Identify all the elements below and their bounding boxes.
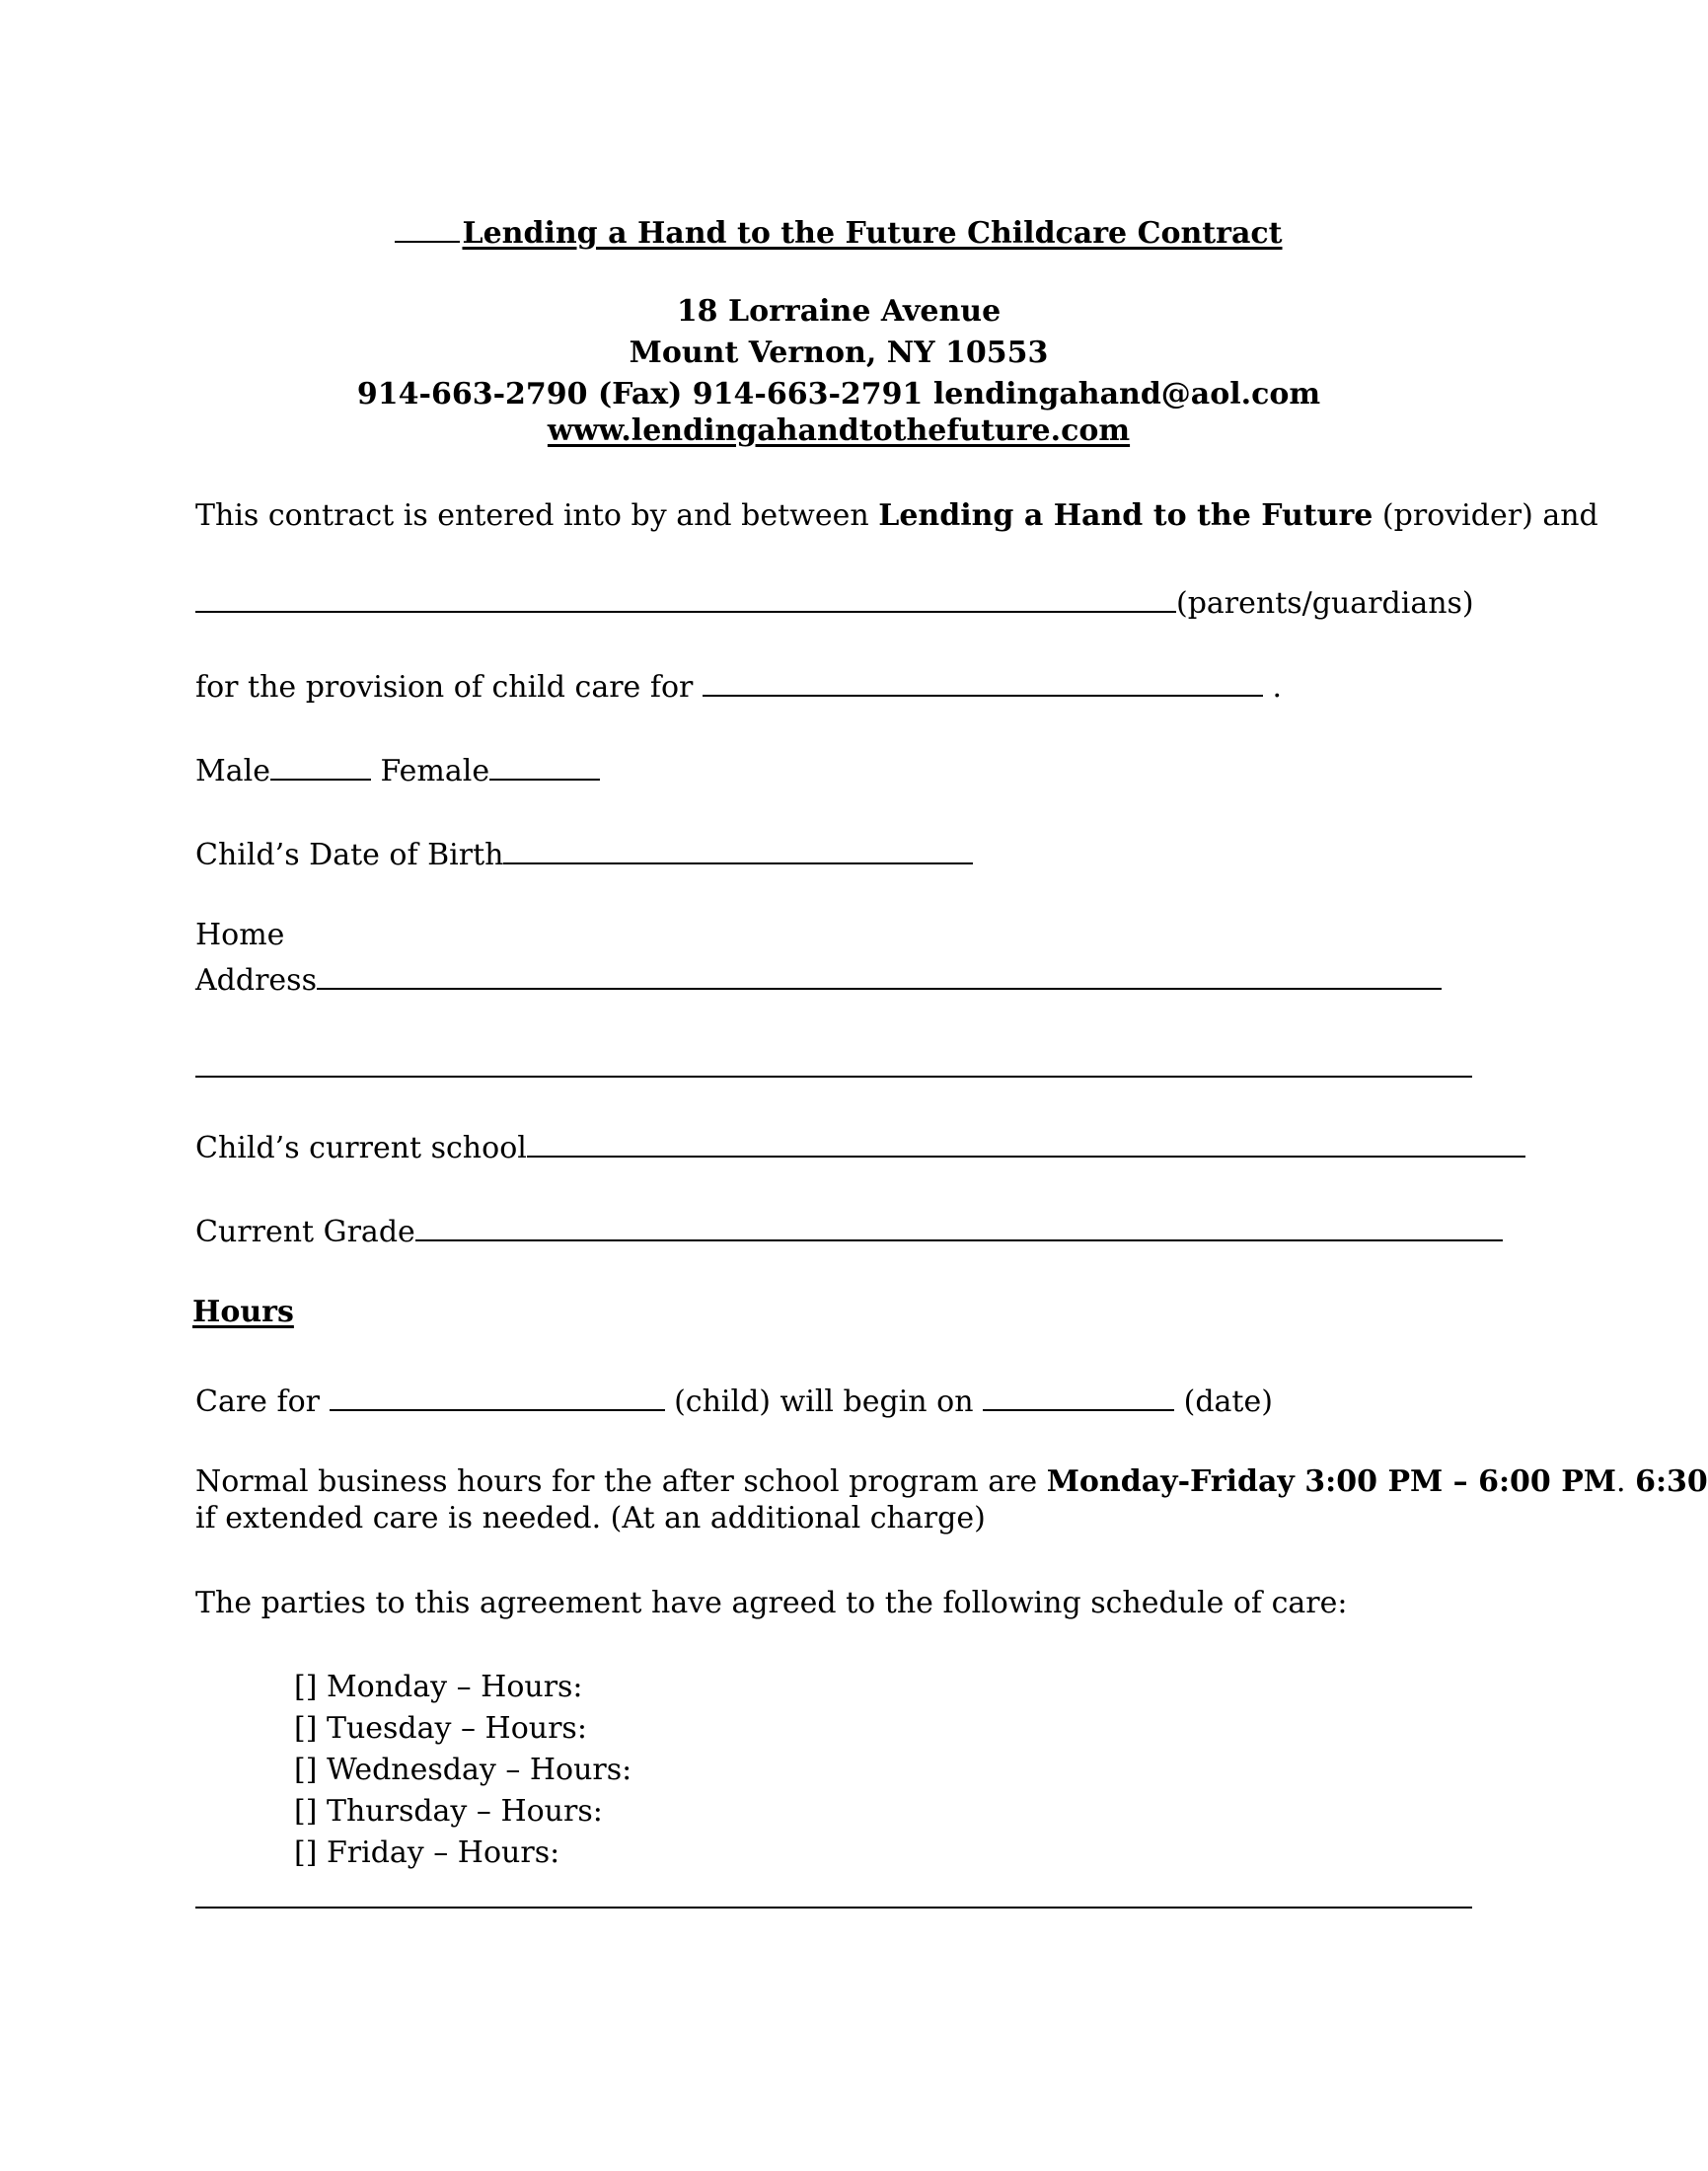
intro-text-before: This contract is entered into by and between: [195, 498, 879, 533]
hours-heading: Hours: [192, 1295, 294, 1329]
bottom-divider: [195, 1907, 1472, 1909]
child-will-begin-label: (child) will begin on: [674, 1385, 974, 1419]
intro-paragraph: [195, 498, 1598, 533]
parents-guardians-label: (parents/guardians): [1176, 586, 1474, 621]
grade-field[interactable]: [415, 1214, 1503, 1241]
provision-end: .: [1272, 670, 1282, 705]
male-label: Male: [195, 754, 270, 788]
normal-hours-period: .: [1616, 1464, 1636, 1499]
grade-label: Current Grade: [195, 1215, 415, 1249]
schedule-day-monday[interactable]: [] Monday – Hours:: [294, 1670, 583, 1704]
schedule-intro: The parties to this agreement have agreed to the following schedule of care:: [195, 1586, 1348, 1620]
address-line-2: Mount Vernon, NY 10553: [629, 336, 1049, 370]
schedule-day-thursday[interactable]: [] Thursday – Hours:: [294, 1794, 603, 1829]
parents-guardians-field[interactable]: [195, 585, 1176, 613]
address-field[interactable]: [317, 962, 1442, 990]
care-start-row: [195, 1384, 1273, 1417]
female-label: Female: [380, 754, 490, 788]
address-field-line-2[interactable]: [195, 1076, 1472, 1078]
male-field[interactable]: [270, 753, 371, 781]
gender-row: [195, 753, 600, 786]
provision-row: [195, 669, 1282, 703]
care-for-label: Care for: [195, 1385, 320, 1419]
provision-label: for the provision of child care for: [195, 670, 694, 705]
start-date-field[interactable]: [983, 1384, 1174, 1411]
extended-time: 6:30: [1635, 1464, 1708, 1499]
parents-guardians-row: [195, 585, 1474, 619]
normal-hours-text: Normal business hours for the after school program are: [195, 1464, 1047, 1499]
contact-line: 914-663-2790 (Fax) 914-663-2791 lendingahand@aol.com: [356, 377, 1321, 412]
normal-hours-value: Monday-Friday 3:00 PM – 6:00 PM: [1046, 1464, 1617, 1499]
home-label: Home: [195, 918, 285, 952]
care-child-field[interactable]: [330, 1384, 665, 1411]
website-link[interactable]: www.lendingahandtothefuture.com: [547, 413, 1131, 448]
school-field[interactable]: [527, 1130, 1525, 1158]
schedule-day-wednesday[interactable]: [] Wednesday – Hours:: [294, 1753, 632, 1787]
normal-hours-line-1: [195, 1464, 1708, 1499]
female-field[interactable]: [489, 753, 600, 781]
address-line-1: 18 Lorraine Avenue: [676, 294, 1002, 329]
child-name-field[interactable]: [703, 669, 1263, 697]
title-text: Lending a Hand to the Future Childcare Contract: [462, 216, 1283, 251]
schedule-day-tuesday[interactable]: [] Tuesday – Hours:: [294, 1711, 587, 1746]
address-label: Address: [195, 963, 317, 998]
intro-text-after: (provider) and: [1373, 498, 1598, 533]
dob-label: Child’s Date of Birth: [195, 838, 504, 872]
dob-field[interactable]: [503, 837, 973, 864]
date-label: (date): [1183, 1385, 1273, 1419]
provider-name: Lending a Hand to the Future: [878, 498, 1374, 533]
schedule-day-friday[interactable]: [] Friday – Hours:: [294, 1835, 560, 1870]
document-title: [0, 215, 1677, 249]
dob-row: [195, 837, 973, 870]
extended-care-text: if extended care is needed. (At an additional charge): [195, 1501, 986, 1535]
school-row: [195, 1130, 1525, 1163]
title-underline-lead: [395, 215, 460, 243]
school-label: Child’s current school: [195, 1131, 527, 1165]
address-row: [195, 962, 1442, 996]
grade-row: [195, 1214, 1503, 1247]
